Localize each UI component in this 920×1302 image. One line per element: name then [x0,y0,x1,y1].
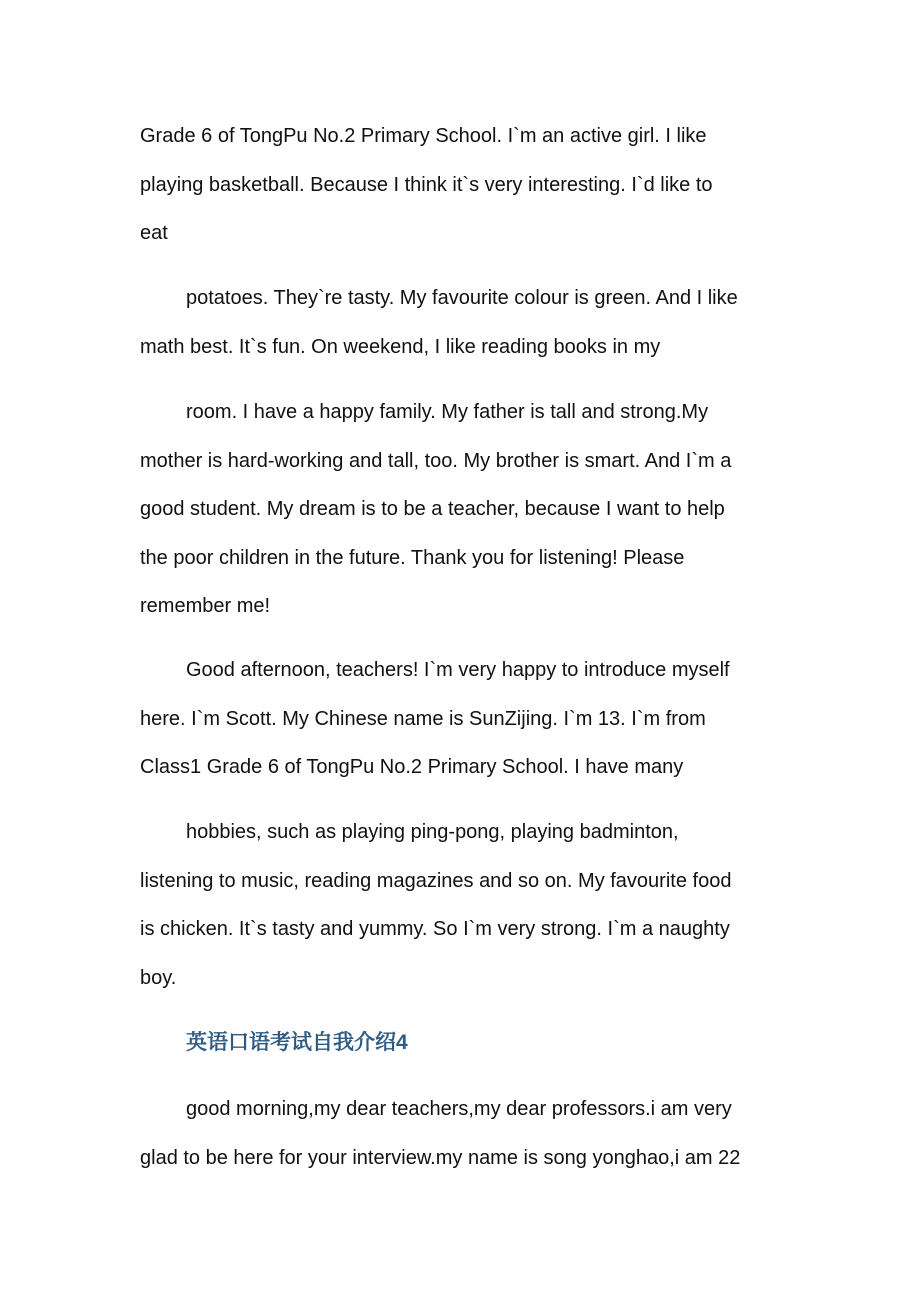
paragraph-3 [140,388,790,631]
text-line: here. I`m Scott. My Chinese name is SunZijing. I`m 13. I`m from [140,707,706,730]
text-line: room. I have a happy family. My father is tall and strong.My [186,401,709,423]
text-line: potatoes. They`re tasty. My favourite colour is green. And I like [186,287,738,309]
text-line: the poor children in the future. Thank you for listening! Please [140,546,685,569]
text-line: remember me! [140,595,271,617]
text-line: Good afternoon, teachers! I`m very happy to introduce myself [186,659,730,681]
paragraph-2 [140,274,790,371]
paragraph-1 [140,112,790,258]
paragraph-6 [140,1085,790,1182]
text-line: eat [140,222,168,244]
text-line: good morning,my dear teachers,my dear professors.i am very [186,1098,732,1120]
text-line: hobbies, such as playing ping-pong, playing badminton, [186,821,679,843]
text-line: math best. It`s fun. On weekend, I like reading books in my [140,335,661,358]
text-line: is chicken. It`s tasty and yummy. So I`m very strong. I`m a naughty [140,918,730,940]
text-line: glad to be here for your interview.my name is song yonghao,i am 22 [140,1146,741,1169]
text-line: playing basketball. Because I think it`s very interesting. I`d like to [140,173,713,196]
text-line: good student. My dream is to be a teacher, because I want to help [140,498,725,520]
paragraph-5 [140,808,790,1002]
text-line: listening to music, reading magazines and so on. My favourite food [140,869,732,892]
text-line: mother is hard-working and tall, too. My brother is smart. And I`m a [140,449,732,472]
section-heading: 英语口语考试自我介绍4 [186,1031,408,1054]
text-line: Grade 6 of TongPu No.2 Primary School. I`m an active girl. I like [140,125,707,147]
text-line: boy. [140,966,177,989]
text-line: Class1 Grade 6 of TongPu No.2 Primary School. I have many [140,756,684,778]
paragraph-4 [140,646,790,792]
